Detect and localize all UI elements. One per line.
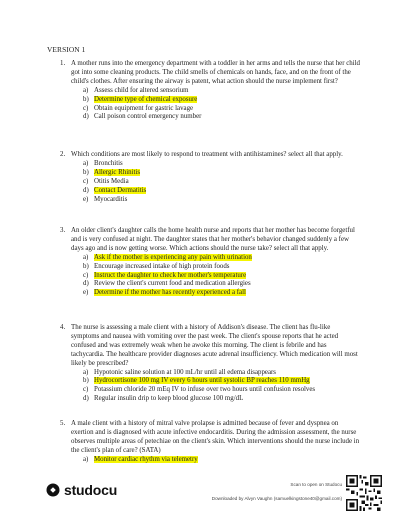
- question-stem: The nurse is assessing a male client with a history of Addison's disease. The client has flu-like symptoms and nausea with vomiting over the past week. The client's spouse reports that he acted confused and was extremely weak when he awoke this morning. The client is febrile and has tachycardia. The healthcare provider diagnoses acute adrenal insufficiency. Which medication will most likely be prescribed?: [71, 324, 358, 367]
- option: c) Otitis Media: [83, 177, 129, 185]
- option-highlighted: a) Monitor cardiac rhythm via telemetry: [83, 455, 198, 463]
- option: b) Encourage increased intake of high protein foods: [83, 262, 230, 270]
- question-stem: A mother runs into the emergency department with a toddler in her arms and tells the nurse that her child got into some cleaning products. The child smells of chemicals on hands, face, and on the front of the child's clothes. After ensuring the airway is patent, what action should the nurse implement first?: [71, 60, 361, 85]
- option: d) Regular insulin drip to keep blood glucose 100 mg/dL: [83, 395, 244, 403]
- question-5: [60, 420, 360, 465]
- question-2: [60, 151, 360, 204]
- option-highlighted: b) Hydrocortisone 100 mg IV every 6 hours until systolic BP reaches 110 mmHg: [83, 377, 310, 385]
- version-heading: VERSION 1: [47, 45, 86, 54]
- question-number: 4.: [60, 324, 66, 331]
- option: a) Assess child for altered sensorium: [83, 86, 189, 94]
- question-4: [60, 324, 360, 404]
- question-1: [60, 60, 360, 122]
- option: a) Bronchitis: [83, 159, 123, 167]
- brand-name: studocu: [64, 482, 118, 498]
- options-list: [83, 369, 360, 405]
- option: a) Hypotonic saline solution at 100 mL/hr until all edema disappears: [83, 368, 276, 376]
- option: c) Obtain equipment for gastric lavage: [83, 104, 194, 112]
- qr-code-icon[interactable]: [346, 475, 382, 511]
- option: c) Potassium chloride 20 mEq IV to infuse over two hours until confusion resolves: [83, 386, 316, 394]
- question-number: 2.: [60, 151, 66, 158]
- option: d) Call poison control emergency number: [83, 113, 202, 121]
- option-highlighted: c) Instruct the daughter to check her mother's temperature: [83, 271, 247, 279]
- option-highlighted: d) Contact Dermatitis: [83, 186, 147, 194]
- options-list: [83, 87, 360, 123]
- options-list: [83, 160, 360, 205]
- question-stem: Which conditions are most likely to respond to treatment with antihistamines? select all that apply.: [71, 151, 343, 158]
- scan-to-open-text: Scan to open on Studocu: [290, 482, 342, 487]
- question-stem: An older client's daughter calls the home health nurse and reports that her mother has become forgetful and is very confused at night. The daughter states that her mother's behavior changed suddenly a few days ago and is now getting worse. Which actions should the nurse take? select all that apply.: [71, 227, 355, 252]
- option-highlighted: a) Ask if the mother is experiencing any pain with urination: [83, 253, 252, 261]
- option: d) Review the client's current food and medication allergies: [83, 280, 251, 288]
- question-number: 3.: [60, 227, 66, 234]
- option-highlighted: b) Determine type of chemical exposure: [83, 95, 198, 103]
- options-list: [83, 254, 360, 299]
- question-3: [60, 227, 360, 298]
- question-number: 5.: [60, 420, 66, 427]
- question-stem: A male client with a history of mitral valve prolapse is admitted because of fever and dyspnea on exertion and is diagnosed with acute infective endocarditis. During the admission assessment, the nurse observes multiple areas of petechiae on the client's skin. Which interventions should the nurse include in the client's plan of care? (SATA): [71, 420, 360, 454]
- downloaded-by-text: Downloaded by Alvyn Vaughn (samuelkingstone40@gmail.com): [211, 496, 342, 501]
- option-highlighted: e) Determine if the mother has recently experienced a fall: [83, 289, 246, 297]
- question-number: 1.: [60, 60, 66, 67]
- studocu-logo[interactable]: [46, 482, 117, 498]
- option-highlighted: b) Allergic Rhinitis: [83, 168, 141, 176]
- options-list: [83, 456, 360, 465]
- studocu-logo-icon: [46, 483, 60, 497]
- option: e) Myocarditis: [83, 195, 128, 203]
